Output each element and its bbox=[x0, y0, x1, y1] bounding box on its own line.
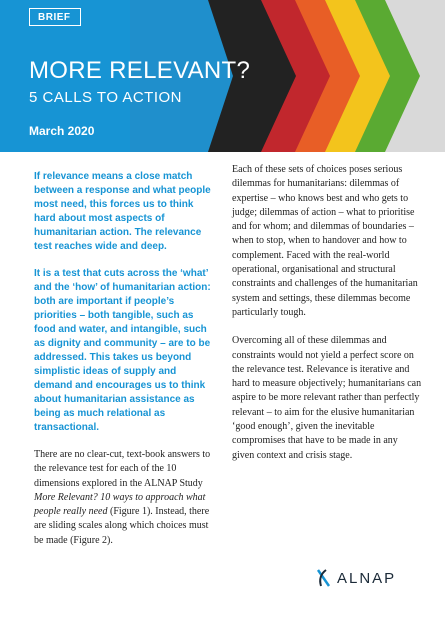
lead-paragraph-1: If relevance means a close match between a response and what people most need, this forces us to think hard about most aspects of humanitarian action. The relevance test reaches wide and deep. bbox=[34, 171, 211, 252]
body-paragraph-2: Each of these sets of choices poses serious dilemmas for humanitarians: dilemmas of expertise – who knows best and who gets to judge; dilemmas of action – what to prioritise and for whom; and dilemmas of boundaries – when to stop, when to handover and how to complement. Faced with the real-world operational, organisational and structural constraints and challenges of the humanitarian system and settings, these dilemmas become particularly tough. bbox=[232, 164, 418, 318]
alnap-mark-icon bbox=[315, 568, 333, 588]
publication-date: March 2020 bbox=[29, 124, 95, 138]
page-subtitle: 5 CALLS TO ACTION bbox=[29, 89, 182, 106]
lead-paragraph-2: It is a test that cuts across the ‘what’ and the ‘how’ of humanitarian action: both are important if people’s priorities – both tangible, such as food and water, and intangible, such as dignity and community – are to be addressed. This takes us beyond simplistic ideas of supply and demand and encourages us to think about humanitarian assistance as being as much relational as transactional. bbox=[34, 268, 211, 433]
left-column bbox=[34, 170, 212, 562]
body-paragraph-1-text: There are no clear-cut, text-book answers to the relevance test for each of the 10 dimensions explored in the ALNAP Study bbox=[34, 449, 211, 489]
right-column bbox=[232, 163, 422, 477]
body-paragraph-3: Overcoming all of these dilemmas and constraints would not yield a perfect score on the relevance test. Relevance is iterative and hard to measure objectively; humanitarians can aspire to be more relevant rather than perfectly relevant – to aim for the elusive humanitarian ‘good enough’, given the inevitable compromises that have to be made in any given context and crisis stage. bbox=[232, 335, 422, 461]
page-title: MORE RELEVANT? bbox=[29, 57, 251, 84]
alnap-logo bbox=[315, 568, 396, 588]
header-banner bbox=[0, 0, 445, 152]
body-paragraph-1-text-end: (Figure 1). Instead, there are sliding scales along which choices must be made (Figure 2). bbox=[34, 506, 210, 546]
logo-text: ALNAP bbox=[337, 569, 397, 587]
study-title-link: More Relevant? 10 ways to approach what people really need bbox=[34, 491, 206, 518]
body-paragraph-1 bbox=[34, 448, 212, 548]
brief-badge: BRIEF bbox=[29, 8, 81, 26]
